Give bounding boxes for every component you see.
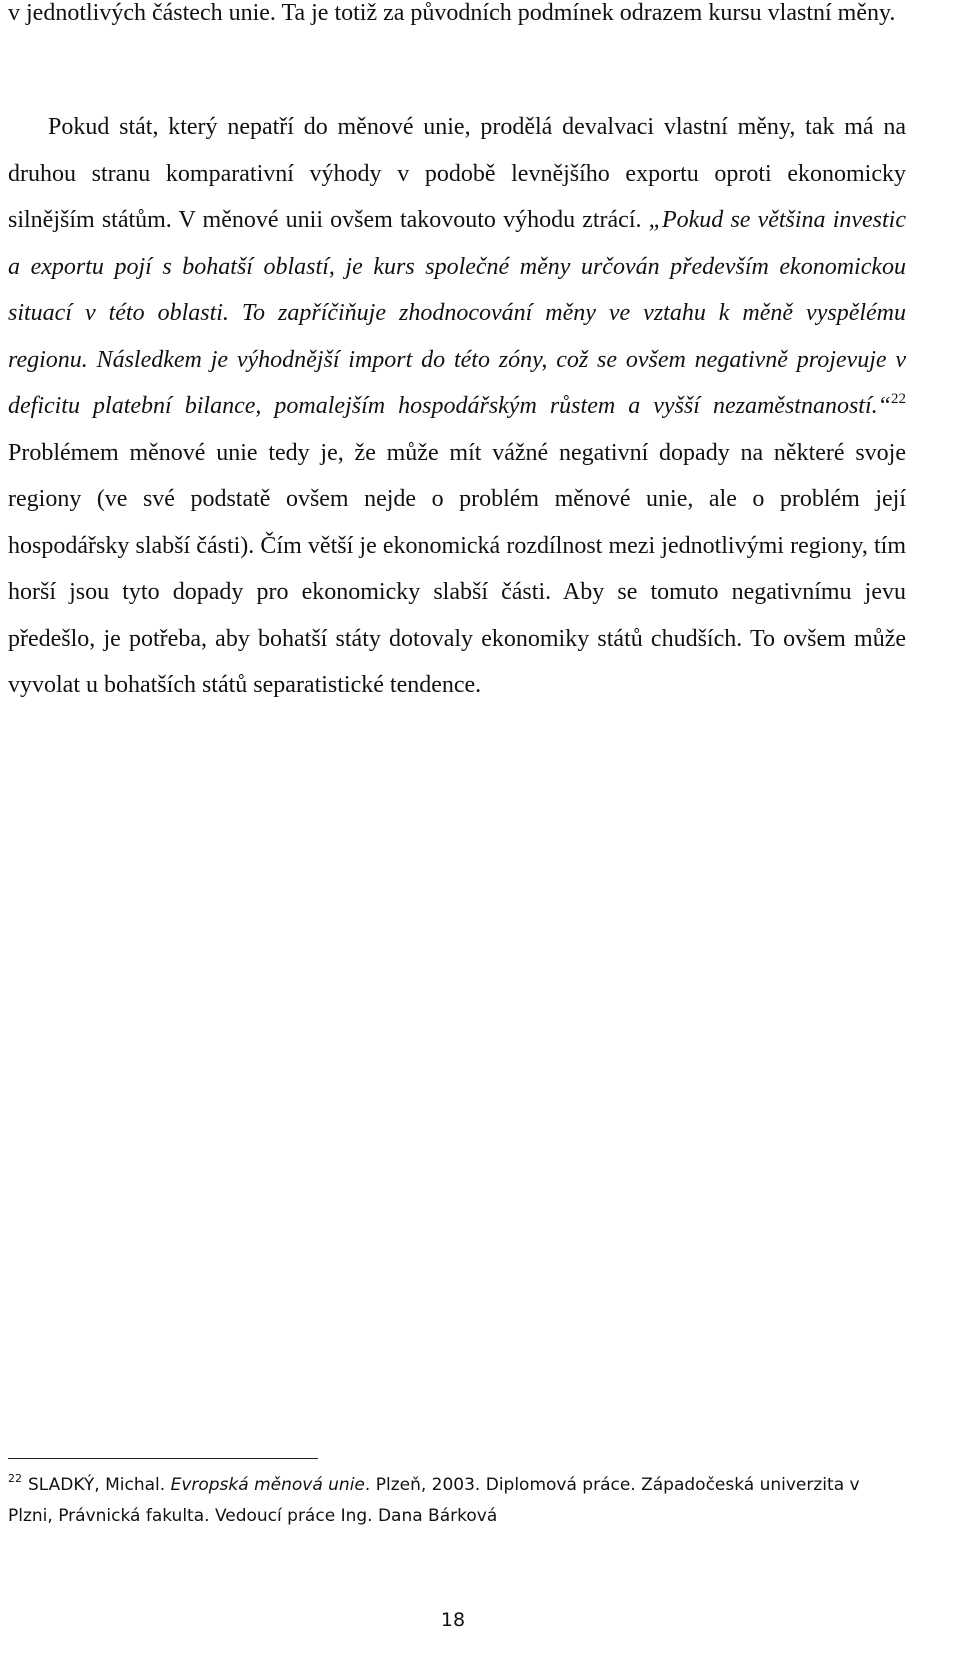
paragraph-1	[8, 0, 906, 37]
paragraph-2	[8, 104, 906, 709]
paragraph-2-rest: Problémem měnové unie tedy je, že může mít vážné negativní dopady na některé svoje regiony (ve své podstatě ovšem nejde o problém měnové unie, ale o problém její hospodářsky slabší části). Čím větší je ekonomická rozdílnost mezi jednotlivými regiony, tím horší jsou tyto dopady pro ekonomicky slabší části. Aby se tomuto negativnímu jevu předešlo, je potřeba, aby bohatší státy dotovaly ekonomiky států chudších. To ovšem může vyvolat u bohatších států separatistické tendence.	[8, 439, 906, 698]
paragraph-1-text: v jednotlivých částech unie. Ta je totiž za původních podmínek odrazem kursu vlastní měny.	[8, 0, 896, 26]
footnote-title: Evropská měnová unie	[170, 1475, 365, 1495]
footnote-number: 22	[8, 1472, 22, 1485]
footnote-author: SLADKÝ, Michal.	[28, 1475, 171, 1495]
footnote-reference[interactable]: 22	[891, 391, 906, 407]
footnote-separator	[8, 1458, 318, 1459]
page-number: 18	[440, 1609, 466, 1631]
footnote-details: . Plzeň, 2003. Diplomová práce. Západočeská univerzita v Plzni, Právnická fakulta. Vedoucí práce Ing. Dana Bárková	[8, 1475, 860, 1526]
quotation: „Pokud se většina investic a exportu pojí s bohatší oblastí, je kurs společné měny určován především ekonomickou situací v této oblasti. To zapříčiňuje zhodnocování měny ve vztahu k měně vyspělému regionu. Následkem je výhodnější import do této zóny, což se ovšem negativně projevuje v deficitu platební bilance, pomalejším hospodářským růstem a vyšší nezaměstnaností.“	[8, 207, 906, 419]
paragraph-2-intro: Pokud stát, který nepatří do měnové unie, prodělá devalvaci vlastní měny, tak má na druhou stranu komparativní výhody v podobě levnějšího exportu oproti ekonomicky silnějším státům. V měnové unii ovšem takovouto výhodu ztrácí.	[8, 114, 906, 233]
footnote	[8, 1470, 908, 1532]
